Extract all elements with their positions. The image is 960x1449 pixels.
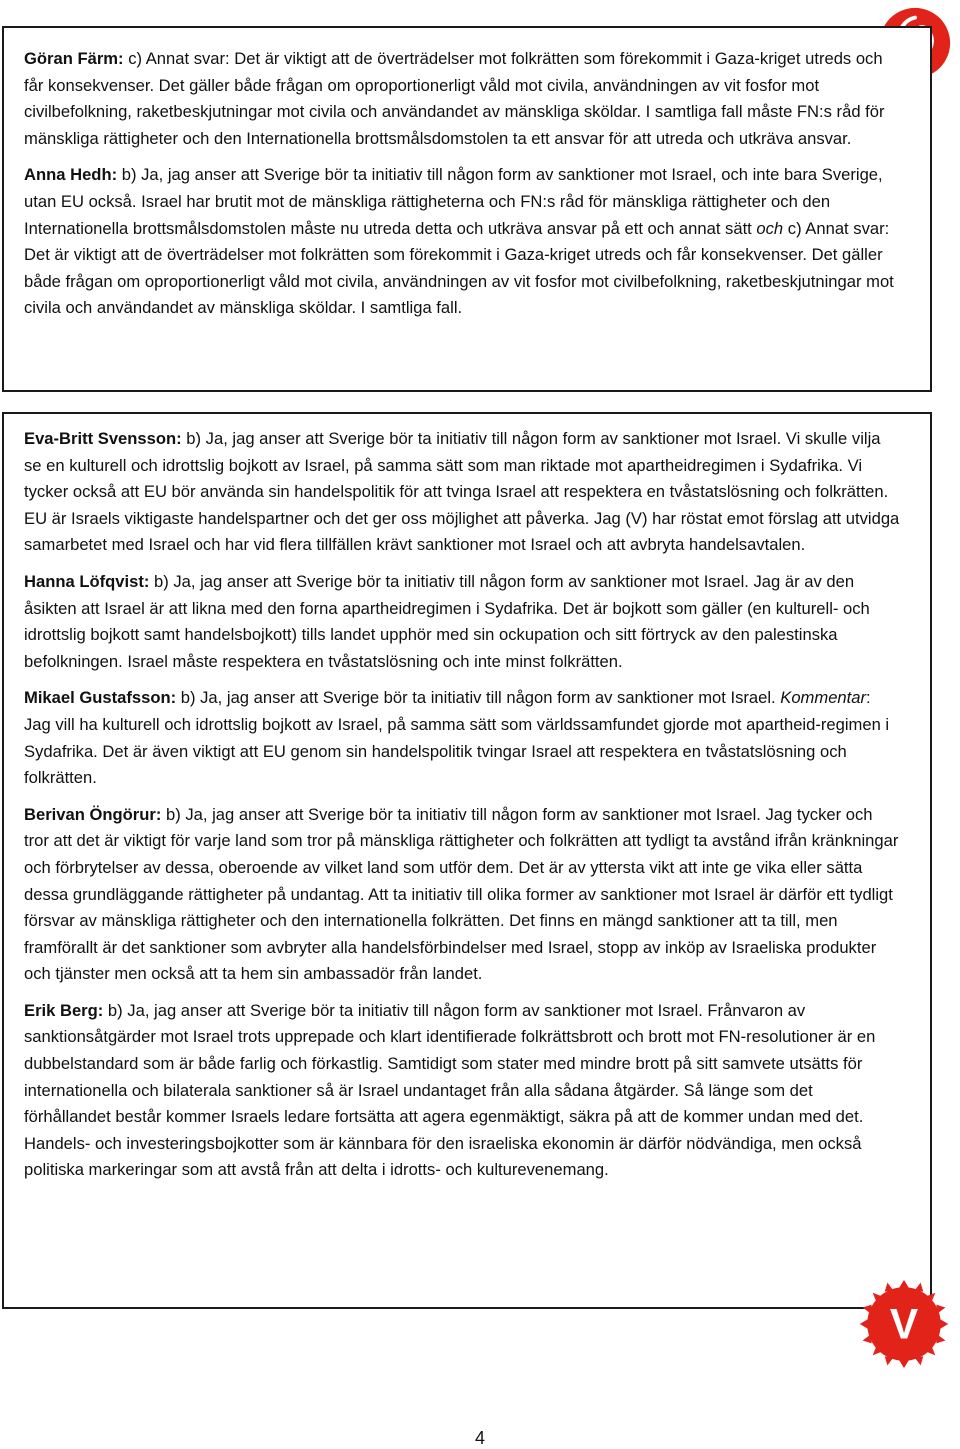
statement-text: : Jag vill ha kulturell och idrottslig bojkott av Israel, på samma sätt som världssamfundet gjorde mot apartheid-regimen i Sydafrika. Det är även viktigt att EU genom sin handelspolitik tvingar Israel att respektera en tvåstatslösning och folkrätten.	[24, 688, 890, 788]
statement-italic: och	[756, 218, 784, 238]
statement-text: b) Ja, jag anser att Sverige bör ta initiativ till någon form av sanktioner mot Israel, och inte bara Sverige, utan EU också. Israel har brutit mot de mänskliga rättigheterna och FN:s råd för mänskliga rättigheter och den Internationella brottsmålsdomstolen måste nu utreda detta och utkräva ansvar på ett och annat sätt	[24, 165, 883, 238]
speaker-name: Anna Hedh:	[24, 165, 118, 185]
statement-erik-berg	[24, 998, 900, 1184]
statement-text: b) Ja, jag anser att Sverige bör ta initiativ till någon form av sanktioner mot Israel. Jag tycker och tror att det är viktigt för varje land som tror på mänskliga rättigheter och folkrätten att tydligt ta avstånd ifrån kränkningar och förbrytelser av dessa, oberoende av vilket land som utför dem. Det är av yttersta vikt att inte ge vika eller sätta dessa grundläggande rättigheter på undantag. Att ta initiativ till olika former av sanktioner mot Israel är därför ett tydligt försvar av mänskliga rättigheter och den internationella folkrätten. Det finns en mängd sanktioner att ta till, men framförallt är det sanktioner som avbryter alla handelsförbindelser med Israel, stopp av inköp av Israeliska produkter och tjänster men också att ta hem sin ambassadör från landet.	[24, 804, 899, 984]
statement-anna-hedh	[24, 162, 900, 322]
statement-mikael-gustafsson	[24, 685, 900, 791]
page-number: 4	[474, 1428, 485, 1448]
speaker-name: Eva-Britt Svensson:	[24, 429, 182, 448]
statement-italic: Kommentar	[780, 688, 867, 708]
statement-text: b) Ja, jag anser att Sverige bör ta initiativ till någon form av sanktioner mot Israel. Vi skulle vilja se en kulturell och idrottslig bojkott av Israel, på samma sätt som man riktade mot apartheidregimen i Sydafrika. Vi tycker också att EU bör använda sin handelspolitik för att tvinga Israel att respektera en tvåstatslösning och folkrätten. EU är Israels viktigaste handelspartner och det ger oss möjlighet att påverka. Jag (V) har röstat emot förslag att utvidga samarbetet med Israel och har vid flera tillfällen krävt sanktioner mot Israel och att avbryta handelsavtalen.	[24, 429, 900, 555]
speaker-name: Göran Färm:	[24, 49, 124, 68]
statement-text: c) Annat svar: Det är viktigt att de överträdelser mot folkrätten som förekommit i Gaza-kriget utreds och får konsekvenser. Det gäller både frågan om oproportionerligt våld mot civila, användningen av vit fosfor mot civilbefolkning, raketbeskjutningar mot civila och användandet av mänskliga sköldar. I samtliga fall måste FN:s råd för mänskliga rättigheter och den Internationella brottsmålsdomstolen ta ett ansvar för att utreda och utkräva ansvar.	[24, 49, 885, 148]
statement-text: b) Ja, jag anser att Sverige bör ta initiativ till någon form av sanktioner mot Israel. Frånvaron av sanktionsåtgärder mot Israel trots upprepade och klart identifierade folkrättsbrott och brott mot FN-resolutioner är en dubbelstandard som är både farlig och förkastlig. Samtidigt som stater med mindre brott på sitt samvete utsätts för internationella och bilaterala sanktioner så är Israel undantaget från alla sådana åtgärder. Så länge som det förhållandet består kommer Israels ledare fortsätta att agera egenmäktigt, säkra på att de kommer undan med det. Handels- och investeringsbojkotter som är kännbara för den israeliska ekonomin är därför nödvändiga, men också politiska markeringar som att avstå från att delta i idrotts- och kulturevenemang.	[24, 1000, 876, 1180]
statement-hanna-lofqvist	[24, 569, 900, 675]
statement-eva-britt-svensson	[24, 426, 900, 559]
speaker-name: Mikael Gustafsson:	[24, 688, 177, 708]
v-party-icon	[858, 1278, 950, 1370]
quote-box-1	[2, 26, 932, 392]
speaker-name: Berivan Öngörur:	[24, 804, 162, 824]
quote-box-2	[2, 412, 932, 1309]
statement-berivan-ongorur	[24, 802, 900, 988]
statement-text: c) Annat svar: Det är viktigt att de överträdelser mot folkrätten som förekommit i Gaza-kriget utreds och får konsekvenser. Det gäller både frågan om oproportionerligt våld mot civila, användningen av vit fosfor mot civilbefolkning, raketbeskjutningar mot civila och användandet av mänskliga sköldar. I samtliga fall.	[24, 218, 894, 318]
v-letter: V	[889, 1300, 919, 1348]
speaker-name: Hanna Löfqvist:	[24, 571, 150, 591]
statement-text: b) Ja, jag anser att Sverige bör ta initiativ till någon form av sanktioner mot Israel.	[176, 688, 781, 708]
statement-text: b) Ja, jag anser att Sverige bör ta initiativ till någon form av sanktioner mot Israel. Jag är av den åsikten att Israel är att likna med den forna apartheidregimen i Sydafrika. Det är bojkott som gäller (en kulturell- och idrottslig bojkott samt handelsbojkott) tills landet upphör med sin ockupation och sitt förtryck av den palestinska befolkningen. Israel måste respektera en tvåstatslösning och inte minst folkrätten.	[24, 571, 870, 671]
speaker-name: Erik Berg:	[24, 1000, 104, 1020]
statement-goran-farm	[24, 46, 900, 152]
